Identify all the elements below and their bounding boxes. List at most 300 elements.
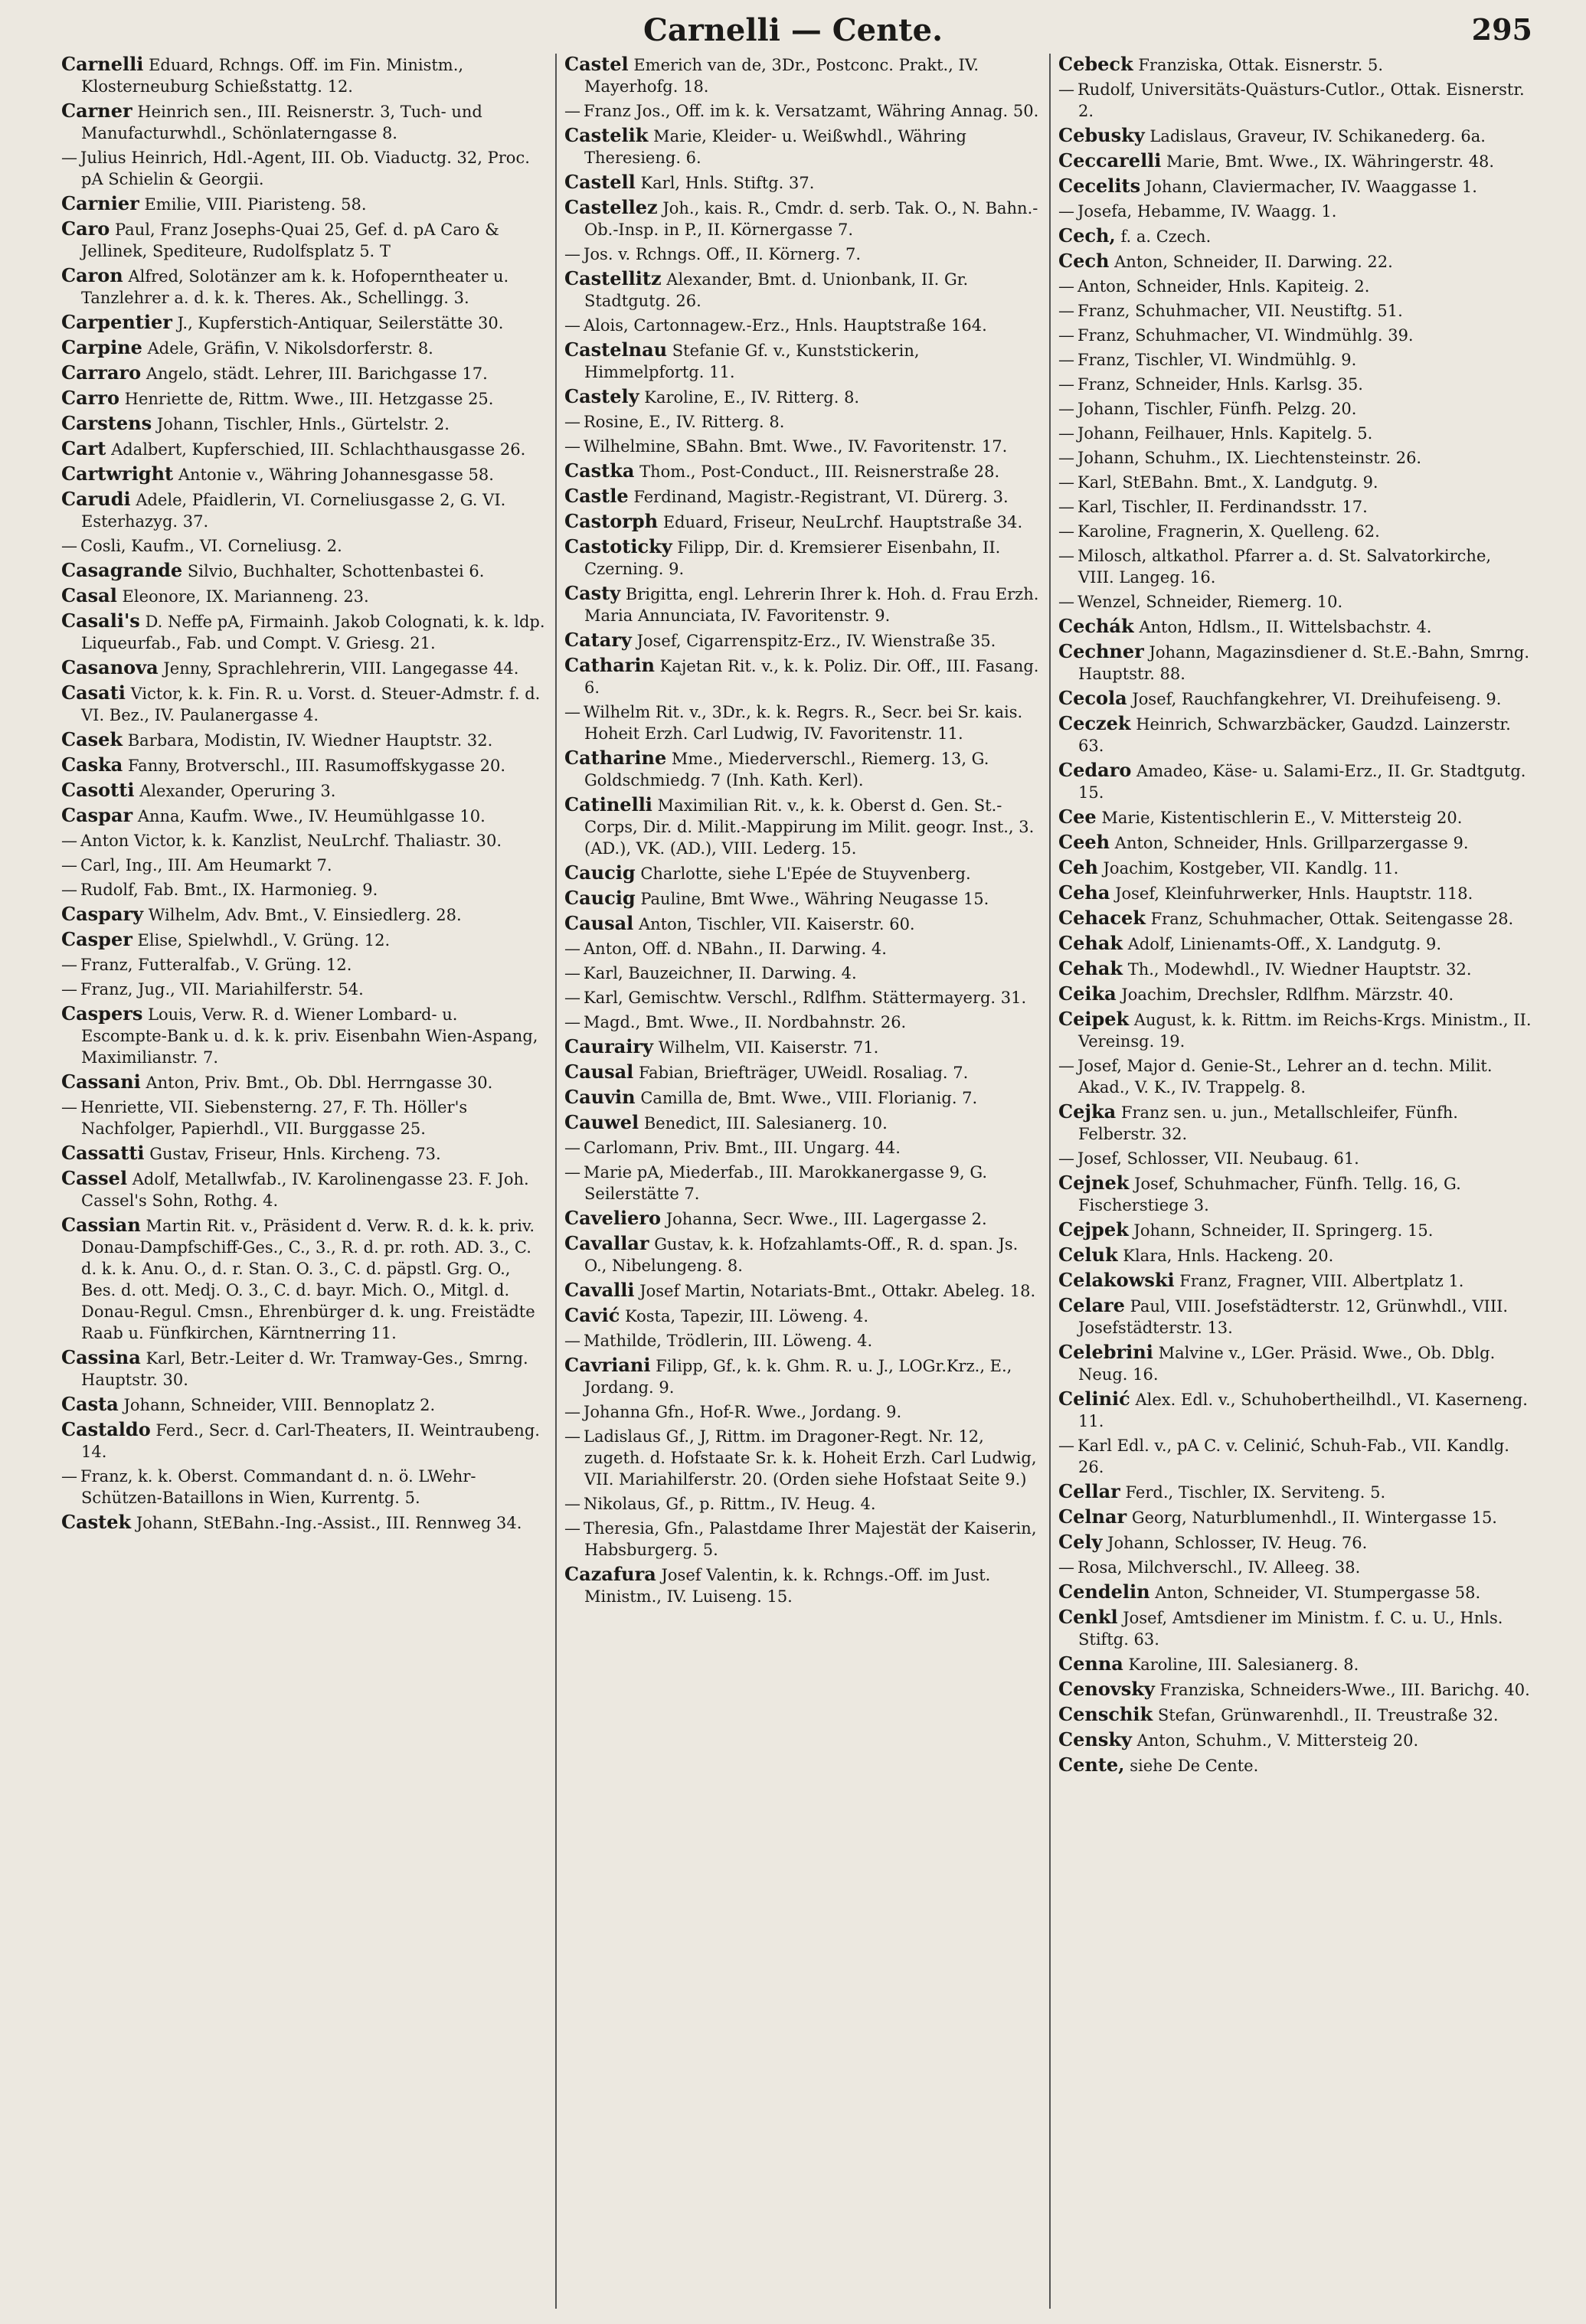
directory-entry [61,1419,548,1463]
entry-surname: Ceeh [1058,831,1110,853]
entry-details: Amadeo, Käse- u. Salami-Erz., II. Gr. Stadtgutg. 15. [1078,762,1526,802]
entry-details: D. Neffe pA, Firmainh. Jakob Colognati, k. k. ldp. Liqueurfab., Fab. und Compt. V. Griesg. 21. [81,613,545,652]
directory-entry [564,1208,1042,1230]
entry-details: Theresia, Gfn., Palastdame Ihrer Majestät der Kaiserin, Habsburgerg. 5. [584,1519,1037,1559]
directory-entry [1058,175,1532,198]
entry-surname: Carudi [61,488,131,510]
entry-details: Karl, Hnls. Stiftg. 37. [640,174,815,192]
directory-entry [61,1142,548,1165]
entry-details: Franz, Schuhmacher, VI. Windmühlg. 39. [1077,326,1414,345]
directory-entry [1058,276,1532,297]
entry-surname: Catary [564,629,632,651]
entry-surname: Castle [564,485,629,507]
entry-details: Adele, Gräfin, V. Nikolsdorferstr. 8. [147,339,433,358]
entry-details: Mathilde, Trödlerin, III. Löweng. 4. [584,1332,873,1350]
entry-surname: Cejka [1058,1100,1117,1123]
directory-entry [61,1394,548,1416]
entry-surname: Cauwel [564,1111,639,1133]
directory-entry [61,855,548,876]
entry-details: Franz, Schneider, Hnls. Karlsg. 35. [1077,375,1363,394]
entry-surname: Carpine [61,336,142,358]
entry-details: Stefanie Gf. v., Kunststickerin, Himmelpfortg. 11. [584,342,920,381]
directory-entry [61,438,548,460]
entry-details: Josefa, Hebamme, IV. Waagg. 1. [1077,202,1337,221]
directory-entry [1058,423,1532,444]
directory-entry [61,1097,548,1139]
directory-entry [1058,1607,1532,1650]
directory-entry [1058,1342,1532,1385]
directory-entry [564,701,1042,744]
directory-entry [1058,1678,1532,1701]
entry-details: Johann, Tischler, Fünfh. Pelzg. 20. [1077,400,1357,418]
entry-dash: — [1058,1149,1074,1168]
entry-details: Ferdinand, Magistr.-Registrant, VI. Dürerg. 3. [633,488,1009,506]
entry-details: Louis, Verw. R. d. Wiener Lombard- u. Escompte-Bank u. d. k. k. priv. Eisenbahn Wien-Aspang, Maximilianstr. 7. [81,1005,538,1067]
entry-details: Elise, Spielwhdl., V. Grüng. 12. [137,931,391,950]
column-2 [555,54,1049,2309]
entry-details: Josef, Kleinfuhrwerker, Hnls. Hauptstr. 118. [1115,884,1473,903]
entry-details: Wilhelm Rit. v., 3Dr., k. k. Regrs. R., Secr. bei Sr. kais. Hoheit Erzh. Carl Ludwig, IV. Favoritenstr. 11. [584,703,1023,743]
directory-entry [1058,472,1532,493]
directory-entry [1058,1244,1532,1267]
entry-dash: — [1058,424,1074,443]
entry-details: Adolf, Metallwfab., IV. Karolinengasse 23. F. Joh. Cassel's Sohn, Rothg. 4. [81,1170,529,1210]
entry-surname: Celuk [1058,1244,1118,1266]
entry-details: Gustav, Friseur, Hnls. Kircheng. 73. [149,1145,441,1163]
directory-entry [61,610,548,654]
entry-details: Franz, Futteralfab., V. Grüng. 12. [80,956,352,974]
entry-surname: Cee [1058,806,1097,828]
entry-surname: Cassian [61,1214,141,1236]
entry-details: Karl, StEBahn. Bmt., X. Landgutg. 9. [1077,473,1378,492]
directory-entry [1058,1172,1532,1216]
running-head: Carnelli — Cente. [643,12,943,48]
entry-details: Eduard, Rchngs. Off. im Fin. Ministm., Klosterneuburg Schießstattg. 12. [81,56,464,96]
directory-entry [1058,201,1532,222]
directory-entry [1058,713,1532,757]
entry-surname: Casanova [61,656,159,678]
entry-details: Johann, Feilhauer, Hnls. Kapitelg. 5. [1077,424,1373,443]
directory-entry [1058,591,1532,613]
entry-surname: Carner [61,100,132,122]
entry-surname: Carraro [61,361,142,384]
entry-details: Silvio, Buchhalter, Schottenbastei 6. [187,562,485,580]
entry-surname: Carnier [61,192,139,214]
directory-entry [1058,857,1532,879]
directory-entry [61,585,548,607]
entry-details: Alois, Cartonnagew.-Erz., Hnls. Hauptstraße 164. [584,316,987,335]
entry-surname: Causal [564,1061,634,1083]
directory-entry [61,1214,548,1344]
entry-surname: Cassina [61,1346,141,1368]
entry-details: Adalbert, Kupferschied, III. Schlachthausgasse 26. [111,440,526,459]
entry-surname: Ceh [1058,856,1098,878]
directory-entry [564,1305,1042,1327]
entry-details: Karoline, Fragnerin, X. Quelleng. 62. [1077,522,1380,541]
entry-surname: Castellitz [564,267,662,289]
page-header [0,8,1586,54]
entry-details: Josef, Amtsdiener im Ministm. f. C. u. U., Hnls. Stiftg. 63. [1078,1609,1503,1649]
entry-surname: Cassani [61,1070,141,1093]
directory-entry [1058,545,1532,588]
entry-details: Josef Martin, Notariats-Bmt., Ottakr. Abeleg. 18. [639,1282,1036,1300]
directory-entry [61,147,548,190]
entry-details: Josef Valentin, k. k. Rchngs.-Off. im Just. Ministm., IV. Luiseng. 15. [584,1566,991,1606]
entry-dash: — [1058,522,1074,541]
entry-surname: Cart [61,437,106,459]
page-number: 295 [1471,12,1532,47]
entry-details: Gustav, k. k. Hofzahlamts-Off., R. d. span. Js. O., Nibelungeng. 8. [584,1235,1019,1275]
entry-details: Milosch, altkathol. Pfarrer a. d. St. Salvatorkirche, VIII. Langeg. 16. [1077,547,1492,587]
entry-details: Karl, Bauzeichner, II. Darwing. 4. [584,964,857,982]
directory-entry [1058,521,1532,542]
entry-dash: — [1058,547,1074,565]
entry-dash: — [61,956,77,974]
directory-entry [61,312,548,334]
entry-dash: — [564,1013,580,1031]
entry-details: Stefan, Grünwarenhdl., II. Treustraße 32. [1157,1706,1499,1724]
entry-surname: Caucig [564,887,636,909]
entry-surname: Caurairy [564,1035,654,1057]
entry-details: Benedict, III. Salesianerg. 10. [643,1114,888,1133]
directory-entry [61,1466,548,1508]
entry-details: Heinrich, Schwarzbäcker, Gaudzd. Lainzerstr. 63. [1078,715,1511,755]
entry-details: Heinrich sen., III. Reisnerstr. 3, Tuch- und Manufacturwhdl., Schönlaterngasse 8. [81,103,482,142]
directory-entry [61,954,548,976]
directory-entry [1058,1101,1532,1145]
directory-entry [1058,1388,1532,1432]
entry-details: Johann, Schneider, II. Springerg. 15. [1133,1221,1434,1240]
directory-entry [564,315,1042,336]
entry-surname: Cebeck [1058,54,1133,75]
entry-details: Charlotte, siehe L'Epée de Stuyvenberg. [640,865,971,883]
entry-details: Josef, Cigarrenspitz-Erz., IV. Wienstraße 35. [636,632,996,650]
entry-dash: — [564,1332,580,1350]
directory-entry [1058,1435,1532,1478]
entry-surname: Cellar [1058,1480,1120,1502]
entry-details: Wilhelmine, SBahn. Bmt. Wwe., IV. Favoritenstr. 17. [584,437,1008,456]
entry-surname: Casati [61,682,126,704]
directory-entry [1058,641,1532,685]
entry-dash: — [564,964,580,982]
entry-details: Johann, Magazinsdiener d. St.E.-Bahn, Smrng. Hauptstr. 88. [1078,643,1530,683]
directory-entry [564,1012,1042,1033]
entry-details: Johann, Tischler, Hnls., Gürtelstr. 2. [156,415,450,433]
entry-details: Anton, Schneider, Hnls. Kapiteig. 2. [1077,277,1370,296]
entry-dash: — [61,1467,77,1486]
directory-entry [564,1087,1042,1109]
entry-details: Rosine, E., IV. Ritterg. 8. [584,413,785,431]
directory-entry [1058,760,1532,803]
directory-entry [564,1162,1042,1204]
entry-surname: Carstens [61,412,152,434]
entry-details: Magd., Bmt. Wwe., II. Nordbahnstr. 26. [584,1013,907,1031]
directory-entry [61,193,548,215]
entry-surname: Cejpek [1058,1218,1129,1240]
entry-surname: Casal [61,584,117,606]
entry-details: Anton, Hdlsm., II. Wittelsbachstr. 4. [1139,618,1432,636]
entry-surname: Caspary [61,903,144,925]
entry-details: Maximilian Rit. v., k. k. Oberst d. Gen. St.-Corps, Dir. d. Milit.-Mappirung im Milit. geogr. Inst., 3. (AD.), VK. (AD.), VIII. Lederg. 15. [584,796,1035,858]
entry-details: Carlomann, Priv. Bmt., III. Ungarg. 44. [584,1139,901,1157]
entry-details: Alex. Edl. v., Schuhobertheilhdl., VI. Kaserneng. 11. [1078,1391,1528,1430]
entry-surname: Cehak [1058,932,1123,954]
entry-surname: Caucig [564,861,636,884]
entry-surname: Castel [564,54,629,75]
directory-entry [564,460,1042,482]
entry-details: Johann, Schuhm., IX. Liechtensteinstr. 26. [1077,449,1422,467]
entry-surname: Cedaro [1058,759,1132,781]
entry-dash: — [564,1495,580,1513]
entry-details: Franz, Schuhmacher, Ottak. Seitengasse 28. [1150,910,1514,928]
entry-details: Thom., Post-Conduct., III. Reisnerstraße 28. [639,463,1000,481]
entry-details: Alexander, Operuring 3. [139,782,336,800]
entry-dash: — [564,940,580,958]
directory-entry [1058,54,1532,76]
entry-details: Johanna Gfn., Hof-R. Wwe., Jordang. 9. [584,1403,902,1421]
entry-details: Martin Rit. v., Präsident d. Verw. R. d. k. k. priv. Donau-Dampfschiff-Ges., C., 3., R. d. pr. roth. AD. 3., C. d. k. k. Anu. O., d. r. Stan. O. 3., C. d. päpstl. Grg. O., Bes. d. ott. Medj. O. 3., C. d. bayr. Mich. O., Mitgl. d. Donau-Regul. Cmsn., Ehrenbürger d. k. ung. Freistädte Raab u. Fünfkirchen, Kärntnerring 11. [81,1217,535,1342]
entry-details: Franz sen. u. jun., Metallschleifer, Fünfh. Felberstr. 32. [1078,1103,1458,1143]
directory-entry [61,754,548,776]
directory-entry [1058,496,1532,518]
entry-dash: — [1058,375,1074,394]
entry-surname: Ceczek [1058,712,1131,734]
entry-dash: — [1058,351,1074,369]
entry-details: Nikolaus, Gf., p. Rittm., IV. Heug. 4. [584,1495,876,1513]
directory-entry [564,987,1042,1008]
directory-entry [61,780,548,802]
directory-entry [61,1512,548,1534]
entry-dash: — [564,437,580,456]
entry-details: Paul, VIII. Josefstädterstr. 12, Grünwhdl., VIII. Josefstädterstr. 13. [1078,1297,1509,1337]
entry-surname: Caspar [61,804,133,826]
directory-entry [61,1347,548,1391]
entry-dash: — [564,989,580,1007]
entry-surname: Cavalli [564,1279,635,1301]
entry-details: Barbara, Modistin, IV. Wiedner Hauptstr. 32. [127,731,493,750]
directory-entry [1058,1481,1532,1503]
entry-surname: Carro [61,387,119,409]
columns [61,54,1539,2309]
directory-entry [61,879,548,901]
directory-entry [1058,250,1532,273]
entry-details: Kosta, Tapezir, III. Löweng. 4. [625,1307,869,1325]
entry-details: Antonie v., Währing Johannesgasse 58. [178,466,494,484]
directory-entry [61,337,548,359]
directory-entry [564,1280,1042,1302]
entry-surname: Casty [564,582,621,604]
entry-dash: — [564,1163,580,1182]
directory-entry [61,657,548,679]
directory-entry [564,794,1042,859]
entry-surname: Cely [1058,1531,1103,1553]
directory-entry [564,436,1042,457]
entry-surname: Cavriani [564,1354,651,1376]
directory-entry [61,682,548,726]
entry-dash: — [1058,80,1074,99]
directory-entry [1058,225,1532,247]
entry-details: Angelo, städt. Lehrer, III. Barichgasse 17. [146,364,488,383]
entry-surname: Cenkl [1058,1606,1118,1628]
directory-entry [564,1355,1042,1398]
entry-surname: Cendelin [1058,1580,1150,1603]
directory-entry [564,1330,1042,1352]
directory-entry [564,938,1042,959]
directory-entry [61,489,548,532]
entry-details: Johann, Schlosser, IV. Heug. 76. [1107,1534,1368,1552]
directory-entry [1058,325,1532,346]
entry-dash: — [61,537,77,555]
entry-surname: Celakowski [1058,1269,1175,1291]
directory-entry [564,1036,1042,1058]
entry-dash: — [1058,326,1074,345]
entry-details: Anton Victor, k. k. Kanzlist, NeuLrchf. Thaliastr. 30. [80,832,502,850]
directory-entry [564,386,1042,408]
entry-surname: Castell [564,171,636,193]
entry-surname: Cech, [1058,224,1116,247]
entry-surname: Celinić [1058,1388,1130,1410]
directory-entry [564,963,1042,984]
entry-dash: — [61,856,77,874]
entry-details: Joachim, Drechsler, Rdlfhm. Märzstr. 40. [1121,985,1454,1004]
directory-entry [564,655,1042,698]
directory-entry [564,485,1042,508]
directory-entry [61,265,548,309]
directory-entry [564,1233,1042,1276]
entry-surname: Castek [61,1511,132,1533]
entry-details: Marie, Bmt. Wwe., IX. Währingerstr. 48. [1166,152,1495,171]
entry-surname: Castellez [564,196,658,218]
directory-entry [1058,1653,1532,1675]
entry-details: Franziska, Ottak. Eisnerstr. 5. [1138,56,1384,74]
entry-details: Paul, Franz Josephs-Quai 25, Gef. d. pA Caro & Jellinek, Spediteure, Rudolfsplatz 5. T [81,221,499,260]
entry-dash: — [564,1519,580,1538]
directory-entry [61,830,548,851]
entry-surname: Cechák [1058,615,1134,637]
entry-details: Anton, Off. d. NBahn., II. Darwing. 4. [584,940,887,958]
entry-surname: Causal [564,912,634,934]
entry-details: Jenny, Sprachlehrerin, VIII. Langegasse 44. [163,659,519,678]
entry-details: Wenzel, Schneider, Riemerg. 10. [1077,593,1343,611]
entry-surname: Carpentier [61,311,172,333]
entry-details: Anton, Schneider, Hnls. Grillparzergasse 9. [1114,834,1469,852]
entry-dash: — [1058,1558,1074,1577]
entry-details: Joh., kais. R., Cmdr. d. serb. Tak. O., N. Bahn.-Ob.-Insp. in P., II. Körnergasse 7. [584,199,1038,239]
entry-dash: — [564,245,580,263]
directory-entry [564,100,1042,122]
directory-entry [61,560,548,582]
entry-details: Julius Heinrich, Hdl.-Agent, III. Ob. Viaductg. 32, Proc. pA Schielin & Georgii. [80,149,530,188]
directory-entry [1058,1531,1532,1554]
entry-details: Pauline, Bmt Wwe., Währing Neugasse 15. [640,890,989,908]
entry-surname: Celnar [1058,1505,1127,1528]
entry-details: Cosli, Kaufm., VI. Corneliusg. 2. [80,537,342,555]
directory-entry [1058,349,1532,371]
directory-entry [564,1061,1042,1084]
entry-details: Carl, Ing., III. Am Heumarkt 7. [80,856,332,874]
entry-details: Alfred, Solotänzer am k. k. Hofoperntheater u. Tanzlehrer a. d. k. k. Theres. Ak., Schellingg. 3. [81,267,509,307]
entry-surname: Caron [61,264,123,286]
entry-details: Josef, Schuhmacher, Fünfh. Tellg. 16, G. Fischerstiege 3. [1078,1175,1461,1214]
directory-entry [1058,1055,1532,1098]
entry-details: Adolf, Linienamts-Off., X. Landgutg. 9. [1127,935,1442,953]
entry-details: Georg, Naturblumenhdl., II. Wintergasse 15. [1131,1508,1497,1527]
entry-details: August, k. k. Rittm. im Reichs-Krgs. Ministm., II. Vereinsg. 19. [1078,1011,1532,1051]
entry-details: Emilie, VIII. Piaristeng. 58. [144,195,367,214]
directory-entry [1058,907,1532,930]
directory-entry [1058,688,1532,710]
entry-details: Emerich van de, 3Dr., Postconc. Prakt., IV. Mayerhofg. 18. [584,56,979,96]
directory-entry [1058,300,1532,322]
directory-entry [564,54,1042,97]
entry-surname: Cente, [1058,1754,1125,1776]
entry-details: Franz, Fragner, VIII. Albertplatz 1. [1179,1272,1464,1290]
directory-entry [564,1112,1042,1134]
entry-details: Ferd., Secr. d. Carl-Theaters, II. Weintraubeng. 14. [81,1421,540,1461]
entry-details: Henriette, VII. Siebensterng. 27, F. Th. Höller's Nachfolger, Papierhdl., VII. Burggasse 25. [80,1098,468,1138]
directory-entry [61,413,548,435]
entry-surname: Castelnau [564,338,668,361]
entry-surname: Carnelli [61,54,144,75]
directory-entry [564,583,1042,626]
directory-entry [1058,79,1532,122]
entry-dash: — [564,1427,580,1446]
column-1 [61,54,555,2309]
entry-details: Filipp, Dir. d. Kremsierer Eisenbahn, II. Czerning. 9. [584,538,1001,578]
entry-dash: — [1058,202,1074,221]
directory-entry [61,362,548,384]
directory-entry [61,100,548,144]
directory-entry [1058,1729,1532,1751]
directory-entry [1058,447,1532,469]
entry-details: Franz, Jug., VII. Mariahilferstr. 54. [80,980,364,999]
entry-surname: Cazafura [564,1563,656,1585]
entry-details: Malvine v., LGer. Präsid. Wwe., Ob. Dblg. Neug. 16. [1078,1344,1496,1384]
directory-entry [564,339,1042,383]
directory-entry [1058,125,1532,147]
directory-entry [564,862,1042,884]
entry-dash: — [61,149,77,167]
entry-surname: Casali's [61,610,140,632]
entry-surname: Cartwright [61,463,174,485]
directory-entry [564,411,1042,433]
directory-entry [1058,1148,1532,1169]
entry-details: Mme., Miederverschl., Riemerg. 13, G. Goldschmiedg. 7 (Inh. Kath. Kerl). [584,750,989,789]
directory-entry [1058,983,1532,1005]
entry-details: Franz, k. k. Oberst. Commandant d. n. ö. LWehr-Schützen-Bataillons in Wien, Kurrentg. 5. [80,1467,476,1507]
directory-entry [564,747,1042,791]
directory-entry [564,536,1042,580]
entry-surname: Celare [1058,1294,1125,1316]
entry-details: Johanna, Secr. Wwe., III. Lagergasse 2. [665,1210,987,1228]
entry-surname: Censky [1058,1728,1132,1750]
entry-details: Eduard, Friseur, NeuLrchf. Hauptstraße 34. [662,513,1023,531]
entry-surname: Cauvin [564,1086,636,1108]
directory-entry [1058,1704,1532,1726]
directory-entry [564,629,1042,652]
entry-dash: — [564,102,580,120]
entry-surname: Cassel [61,1167,128,1189]
directory-entry [61,1003,548,1068]
entry-details: Ladislaus, Graveur, IV. Schikanederg. 6a. [1149,127,1486,145]
entry-surname: Casper [61,928,132,950]
entry-surname: Cassatti [61,1142,145,1164]
directory-entry [61,729,548,751]
entry-dash: — [564,1403,580,1421]
entry-dash: — [1058,1057,1074,1075]
directory-entry [1058,1219,1532,1241]
entry-details: Karoline, III. Salesianerg. 8. [1128,1656,1359,1674]
